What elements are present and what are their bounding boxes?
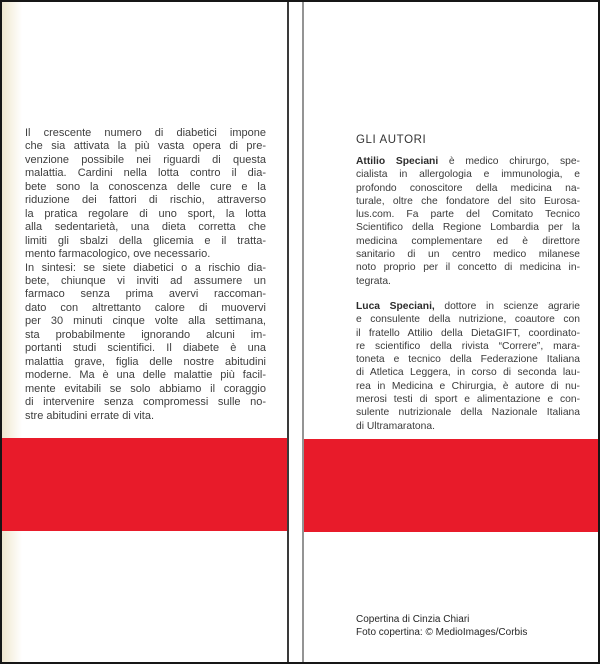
- text-line: toneta e tecnico della Federazione Italiana: [356, 354, 580, 366]
- text-line: Il crescente numero di diabetici impone: [25, 127, 266, 139]
- text-line: la pratica regolare di uno sport, la lotta: [25, 207, 266, 220]
- right-flap-red-band: [304, 439, 598, 532]
- text-line: sanitario di un centro medico milanese: [356, 249, 580, 261]
- text-line: riduzione dei fattori di rischio, attraverso: [25, 194, 266, 207]
- left-flap-paragraph-1: [25, 127, 266, 262]
- text-line: Copertina di Cinzia Chiari: [356, 614, 470, 625]
- left-flap-red-band: [2, 438, 287, 531]
- text-line: dato con altrettanto calore di muovervi: [25, 301, 266, 314]
- text-line: Scientifico della Regione Lombardia per la: [356, 222, 580, 234]
- text-line: Attilio Speciani è medico chirurgo, spe-: [356, 156, 580, 167]
- text-line: mento farmacologico, ove necessario.: [25, 248, 211, 261]
- text-line: e consulente della nutrizione, coautore con: [356, 314, 580, 326]
- text-line: malattia grave, figlia delle nostre abitudini: [25, 355, 266, 368]
- left-flap-edge-line: [287, 2, 289, 662]
- text-line: limiti gli sbalzi della glicemia e il tratta-: [25, 234, 266, 247]
- text-line: sulente nutrizionale della Nazionale Italiana: [356, 407, 580, 419]
- text-line: profondo conoscitore della medicina na-: [356, 182, 580, 194]
- text-line: rea in Medicina e Chirurgia, è autore di nu-: [356, 380, 580, 392]
- text-line: In sintesi: se siete diabetici o a rischio dia-: [25, 261, 266, 274]
- right-flap-edge-line: [302, 2, 304, 662]
- text-line: di intervenire senza compromessi sulle no-: [25, 396, 266, 409]
- text-line: venzione possibile nei riguardi di questa: [25, 153, 266, 166]
- text-line: medicina complementare ed è direttore: [356, 235, 580, 247]
- text-line: di Ultramaratona.: [356, 420, 435, 432]
- text-line: di Atletica Leggera, in corso di seconda lau-: [356, 367, 580, 379]
- text-line: noto proprio per il concetto di medicina in-: [356, 262, 580, 274]
- text-line: per 30 minuti cinque volte alla settimana,: [25, 315, 266, 328]
- text-line: moderne. Ma è una delle malattie più facil-: [25, 369, 266, 382]
- text-line: merosi testi di sport e alimentazione e con-: [356, 394, 580, 406]
- text-line: mente evitabili se solo abbiamo il coraggio: [25, 382, 266, 395]
- text-line: che sia attivata la più vasta opera di pre-: [25, 140, 266, 153]
- text-line: cialista in allergologia e immunologia, e: [356, 169, 580, 181]
- text-line: stre abitudini errate di vita.: [25, 409, 155, 422]
- text-line: lus.com. Fa parte del Comitato Tecnico: [356, 209, 580, 221]
- text-line: bete sono la conoscenza delle cure e la: [25, 180, 266, 193]
- text-line: alla sedentarietà, una dieta corretta che: [25, 221, 266, 234]
- author-bio-luca-speciani: [356, 300, 580, 433]
- text-line: tegrata.: [356, 275, 391, 287]
- text-line: portanti studi scientifici. Il diabete è una: [25, 342, 266, 355]
- text-line: turale, oltre che fondatore del sito Eurosa-: [356, 195, 580, 207]
- right-flap-authors-section: [356, 134, 580, 433]
- authors-heading: GLI AUTORI: [356, 134, 427, 146]
- cover-credits: [356, 614, 596, 639]
- author-bio-attilio-speciani: [356, 155, 580, 288]
- text-line: farmaco senza prima avervi raccoman-: [25, 288, 266, 301]
- text-line: sta probabilmente ignorando alcuni im-: [25, 328, 266, 341]
- text-line: Luca Speciani, dottore in scienze agrarie: [356, 300, 581, 312]
- text-line: re scientifico della rivista “Correre”, mara-: [356, 340, 580, 352]
- text-line: bete, chiunque vi inviti ad assumere un: [25, 274, 266, 287]
- text-line: malattia. Cardini nella lotta contro il dia-: [25, 167, 266, 180]
- left-flap-description: [25, 127, 266, 423]
- scan-edge-tint: [2, 2, 22, 662]
- text-line: il fratello Attilio della DietaGIFT, coordinato-: [356, 327, 580, 339]
- left-flap-paragraph-2: [25, 262, 266, 423]
- text-line: Foto copertina: © MedioImages/Corbis: [356, 626, 528, 638]
